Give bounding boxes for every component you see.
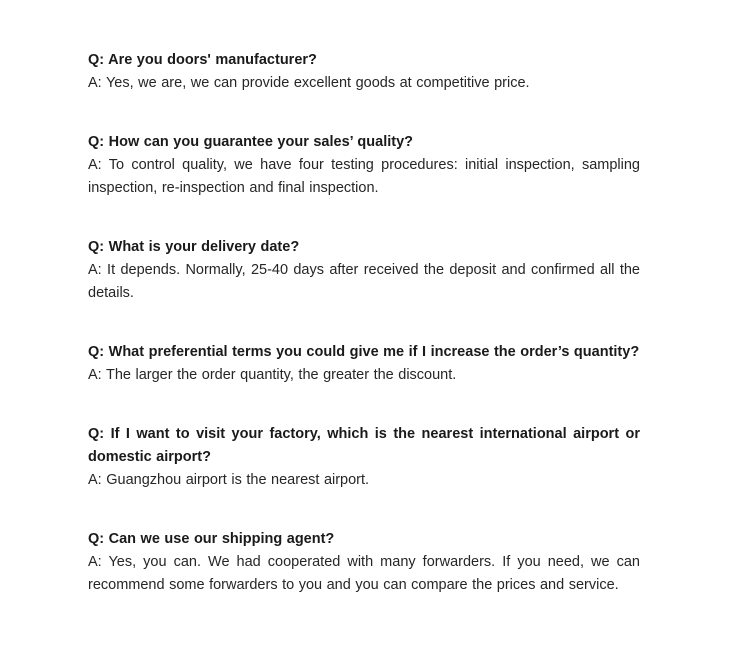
faq-item [88, 341, 640, 387]
faq-question: Q: What is your delivery date? [88, 239, 300, 255]
faq-item [88, 423, 640, 492]
faq-answer: A: Guangzhou airport is the nearest airport. [88, 472, 370, 488]
faq-list [88, 49, 640, 597]
faq-item [88, 236, 640, 305]
faq-question: Q: How can you guarantee your sales’ quality? [88, 134, 413, 150]
faq-item [88, 528, 640, 597]
faq-answer: A: It depends. Normally, 25-40 days after received the deposit and confirmed all the details. [88, 262, 640, 301]
faq-answer: A: Yes, you can. We had cooperated with many forwarders. If you need, we can recommend some forwarders to you and you can compare the prices and service. [88, 554, 640, 593]
faq-question: Q: Are you doors' manufacturer? [88, 52, 317, 68]
faq-item [88, 49, 640, 95]
faq-question: Q: If I want to visit your factory, which is the nearest international airport or domestic airport? [88, 426, 640, 465]
faq-answer: A: To control quality, we have four testing procedures: initial inspection, sampling inspection, re-inspection and final inspection. [88, 157, 640, 196]
faq-answer: A: Yes, we are, we can provide excellent goods at competitive price. [88, 75, 530, 91]
faq-item [88, 131, 640, 200]
faq-answer: A: The larger the order quantity, the greater the discount. [88, 367, 457, 383]
faq-question: Q: Can we use our shipping agent? [88, 531, 335, 547]
faq-question: Q: What preferential terms you could give me if I increase the order’s quantity? [88, 344, 640, 360]
